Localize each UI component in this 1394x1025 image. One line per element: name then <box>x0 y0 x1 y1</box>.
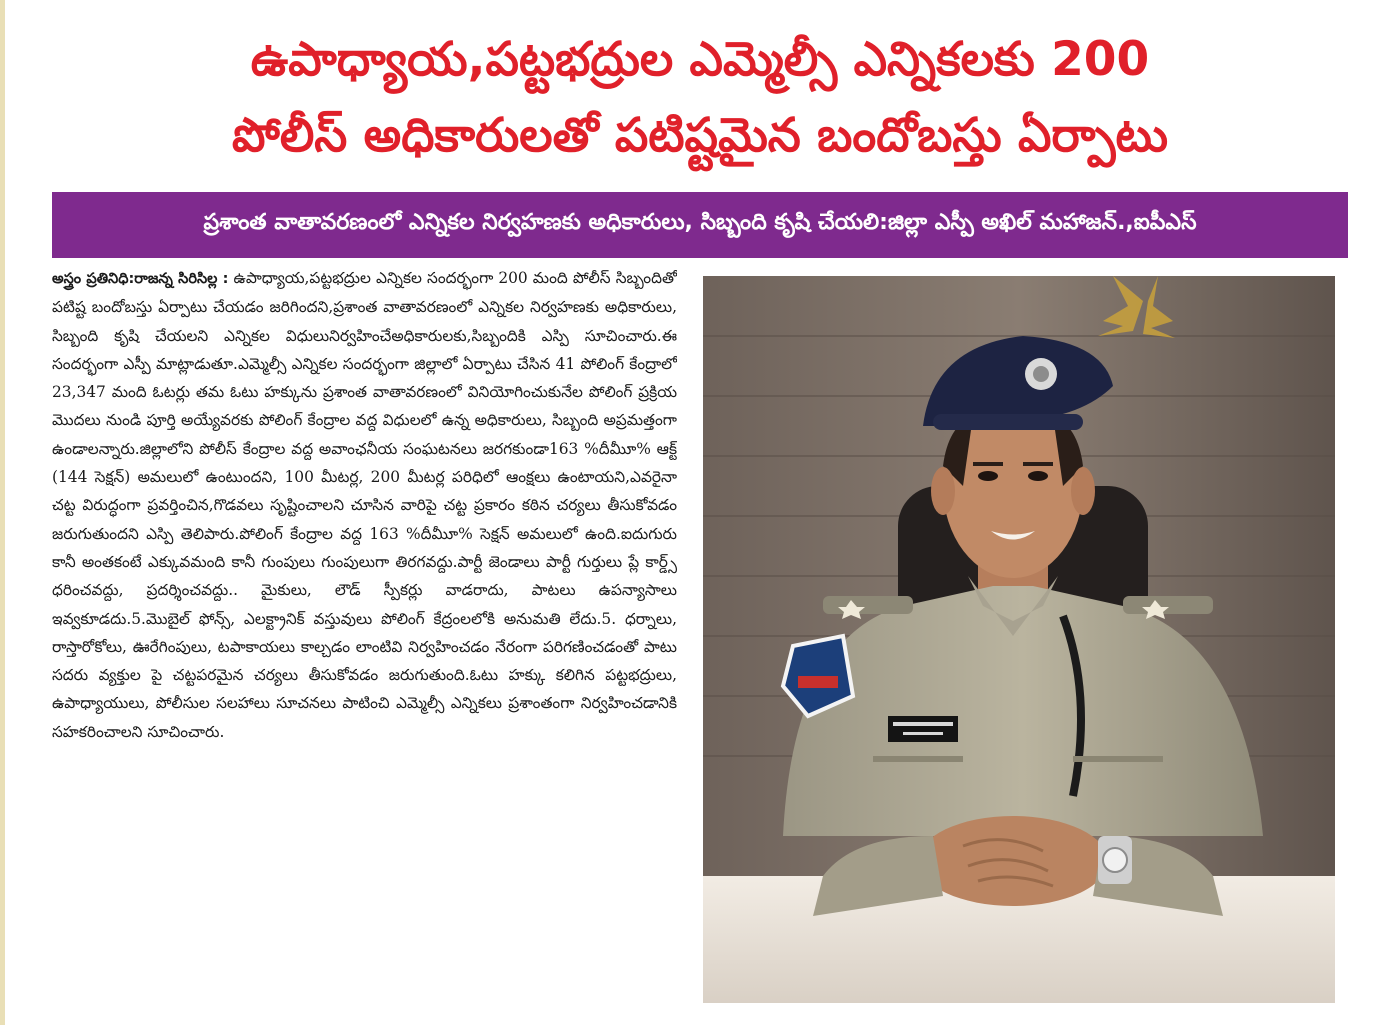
article-dateline: అస్త్రం ప్రతినిధి:రాజన్న సిరిసిల్ల : <box>52 271 229 287</box>
wrist-watch-icon <box>1098 836 1132 884</box>
page-edge-strip <box>0 0 5 1025</box>
article-body <box>52 264 677 984</box>
beret-badge-icon <box>1025 358 1057 390</box>
headline <box>20 22 1380 174</box>
subheadline-banner <box>52 192 1348 258</box>
headline-line-2: పోలీస్ అధికారులతో పటిష్టమైన బందోబస్తు ఏర్పాటు <box>231 108 1169 163</box>
headline-line-1: ఉపాధ్యాయ,పట్టభద్రుల ఎమ్మెల్సీ ఎన్నికలకు 200 <box>250 32 1150 87</box>
sp-portrait-photo <box>703 276 1335 1003</box>
article-text: ఉపాధ్యాయ,పట్టభద్రుల ఎన్నికల సందర్భంగా 200 మంది పోలీస్ సిబ్బందితో పటిష్ట బందోబస్తు ఏర్పాటు చేయడం జరిగిందని,ప్రశాంత వాతావరణంలో ఎన్నికల నిర్వహణకు అధికారులు, సిబ్బంది కృషి చేయలని ఎన్నికల విధులునిర్వహించేఅధికారులకు,సిబ్బందికి ఎస్పి సూచించారు.ఈ సందర్భంగా ఎస్పీ మాట్లాడుతూ.ఎమ్మెల్సీ ఎన్నికల సందర్భంగా జిల్లాలో ఏర్పాటు చేసిన 41 పోలింగ్ కేంద్రాలో 23,347 మంది ఓటర్లు తమ ఓటు హక్కును ప్రశాంత వాతావరణంలో వినియోగించుకునేల పోలింగ్ ప్రక్రియ మొదలు నుండి పూర్తి అయ్యేవరకు పోలింగ్ కేంద్రాల వద్ద విధులలో ఉన్న అధికారులు, సిబ్బంది అప్రమత్తంగా ఉండాలన్నారు.జిల్లాలోని పోలీస్ కేంద్రాల వద్ద అవాంఛనీయ సంఘటనలు జరగకుండా163 %దీమీూ% ఆక్ట్ (144 సెక్షన్) అమలులో ఉంటుందని, 100 మీటర్ల, 200 మీటర్ల పరిధిలో ఆంక్షలు ఉంటాయని,ఎవరైనా చట్ట విరుద్ధంగా ప్రవర్తించిన,గొడవలు సృష్టించాలని చూసిన వారిపై చట్ట ప్రకారం కఠిన చర్యలు తీసుకోవడం జరుగుతుందని ఎస్పి తెలిపారు.పోలింగ్ కేంద్రాల వద్ద 163 %దీమీూ% సెక్షన్ అమలులో ఉంది.ఐదుగురు కానీ అంతకంటే ఎక్కువమంది కానీ గుంపులు గుంపులుగా తిరగవద్దు.పార్టీ జెండాలు పార్టీ గుర్తులు ప్లే కార్డ్స్ ధరించవద్దు, ప్రదర్శించవద్దు.. మైకులు, లౌడ్ స్పీకర్లు వాడరాదు, పాటలు ఉపన్యాసాలు ఇవ్వకూడదు.5.మొబైల్ ఫోన్స్, ఎలక్ట్రానిక్ వస్తువులు పోలింగ్ కేద్రంలలోకి అనుమతి లేదు.5. ధర్నాలు, రాస్తారోకోలు, ఊరేగింపులు, టపాకాయలు కాల్చడం లాంటివి నిర్వహించడం నేరంగా పరిగణించడంతో పాటు సదరు వ్యక్తుల పై చట్టపరమైన చర్యలు తీసుకోవడం జరుగుతుంది.ఓటు హక్కు కలిగిన పట్టభద్రులు, ఉపాధ్యాయులు, పోలీసుల సలహాలు సూచనలు పాటించి ఎమ్మెల్సీ ఎన్నికలు ప్రశాంతంగా నిర్వహించడానికి సహకరించాలని సూచించారు. <box>52 269 677 741</box>
portrait-illustration <box>703 276 1335 1003</box>
subheadline: ప్రశాంత వాతావరణంలో ఎన్నికల నిర్వహణకు అధికారులు, సిబ్బంది కృషి చేయలి:జిల్లా ఎస్పీ అఖిల్ మహాజన్.,ఐపీఎస్ <box>203 210 1197 235</box>
